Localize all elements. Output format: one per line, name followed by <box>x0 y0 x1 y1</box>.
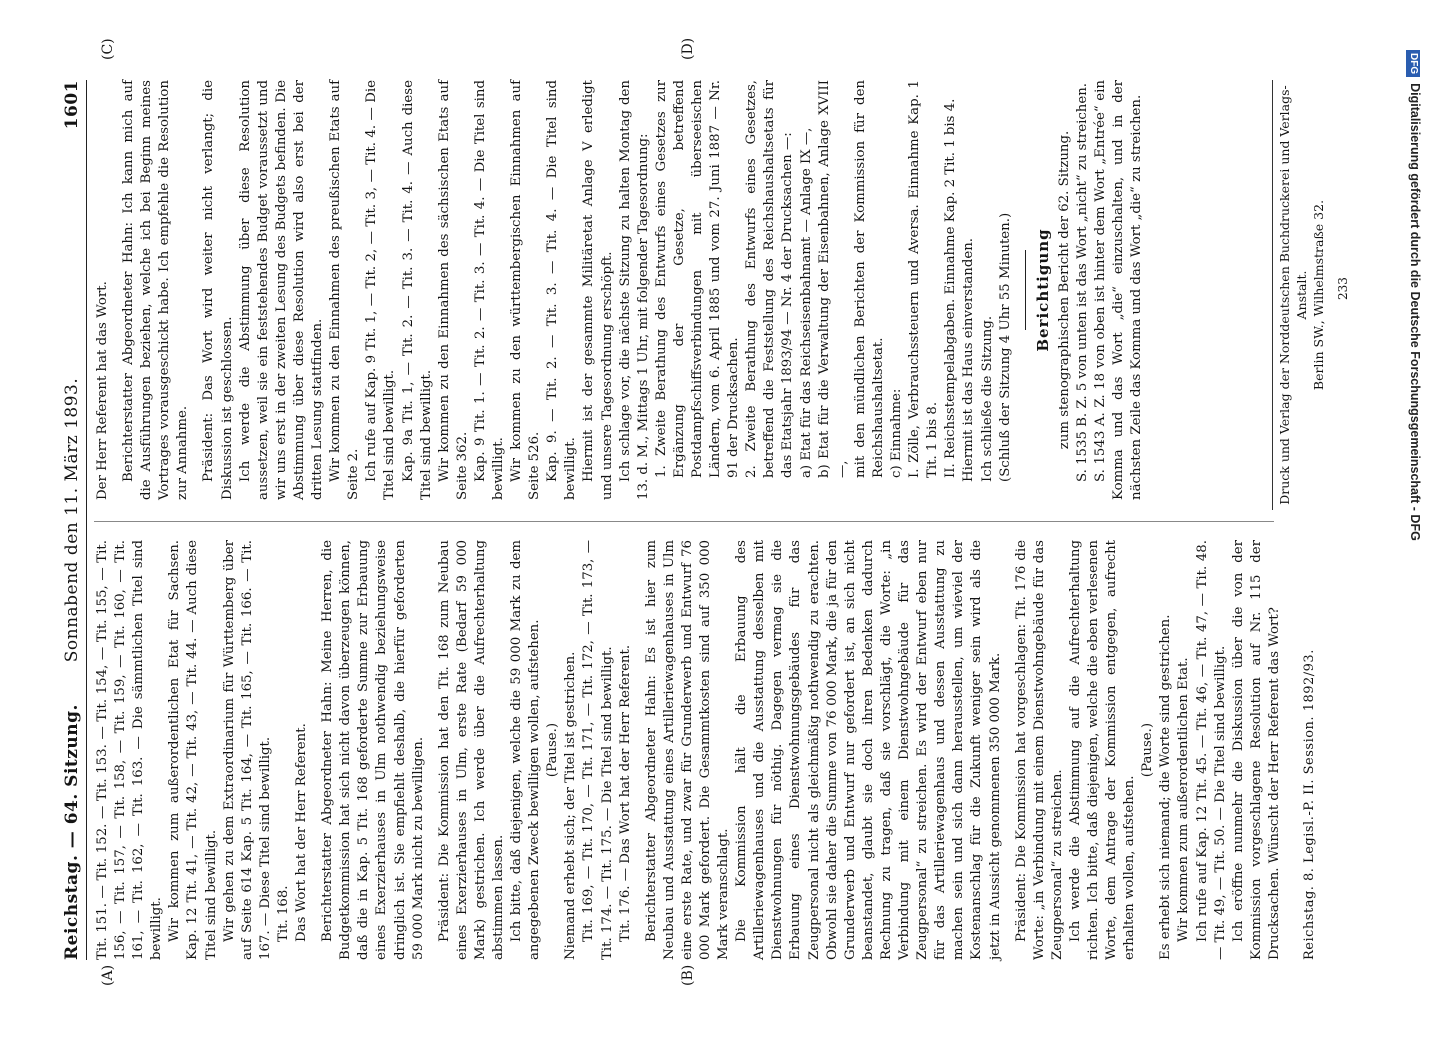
left-column-paragraph: Tit. 168. <box>275 885 291 942</box>
printer-line-2: Berlin SW., Wilhelmstraße 32. <box>1311 199 1326 391</box>
dfg-text: Digitalisierung gefördert durch die Deutsche Forschungsgemeinschaft - DFG <box>1408 83 1422 541</box>
separator <box>1025 250 1026 330</box>
rotated-page <box>40 0 1392 1000</box>
right-column-paragraph: Hiermit ist der gesammte Militäretat Anlage V erledigt und unsere Tagesordnung erschöpft. <box>581 80 615 500</box>
agenda-paragraph: 2. Zweite Berathung des Entwurfs eines Gesetzes, betreffend die Feststellung des Reichshaushaltsetats für das Etatsjahr 1893/94 — Nr. 4 der Drucksachen —: <box>744 80 796 478</box>
left-column-paragraph: Berichterstatter Abgeordneter Hahn: Meine Herren, die Budgetkommission hat sich nicht davon überzeugen können, daß die in Kap. 5 Tit. 168 geforderte Summe zur Erbauung eines Exerzierhauses in Ulm nothwendig beziehungsweise dringlich ist. Sie empfiehlt deshalb, die hierfür geforderten 59 000 Mark nicht zu bewilligen. <box>320 540 426 960</box>
right-column-paragraph: Wir kommen zu den württembergischen Einnahmen auf Seite 526. <box>509 80 543 500</box>
agenda-paragraph: b) Etat für die Verwaltung der Eisenbahnen, Anlage XVIII —, <box>816 80 850 478</box>
margin-mark-c: (C) <box>100 38 116 60</box>
header-date: Sonnabend den 11. März 1893. <box>62 377 82 663</box>
left-column-paragraph: Tit. 176. — Das Wort hat der Herr Referent. <box>617 644 633 942</box>
left-column-paragraph: Präsident: Die Kommission hat vorgeschlagen: Tit. 176 die Worte: „in Verbindung mit einem Dienstwohngebäude für das Zeugpersonal“ zu streichen. <box>1013 540 1065 960</box>
closing-text <box>960 80 1014 500</box>
right-column-paragraph: Wir kommen zu den Einnahmen des sächsischen Etats auf Seite 362. <box>436 80 470 500</box>
column-rule <box>94 521 1274 522</box>
left-column <box>94 540 1282 960</box>
margin-mark-d: (D) <box>680 37 696 60</box>
right-column-paragraph: Ich schlage vor, die nächste Sitzung zu halten Montag den 13. d. M., Mittags 1 Uhr, mit folgender Tagesordnung: <box>617 80 651 500</box>
left-column-paragraph: Ich bitte, daß diejenigen, welche die 59 000 Mark zu dem angegebenen Zweck bewilligen wollen, aufstehen. <box>509 540 543 960</box>
right-column-paragraph: Berichterstatter Abgeordneter Hahn: Ich kann mich auf die Ausführungen beziehen, welche ich bei Beginn meines Vortrages vorausgeschickt habe. Ich empfehle die Resolution zur Annahme. <box>121 80 191 500</box>
left-column-paragraph: Niemand erhebt sich; der Titel ist gestrichen. <box>563 651 579 960</box>
page-number: 1601 <box>62 80 82 130</box>
right-column-paragraph: Ich werde die Abstimmung über diese Resolution aussetzen, weil sie ein feststehendes Budget voraussetzt und wir uns erst in der zweiten Lesung des Budgets befinden. Die Abstimmung über diese Resolution wird also erst bei der dritten Lesung stattfinden. <box>237 80 326 500</box>
dfg-logo: DFG <box>1406 50 1420 77</box>
right-column-paragraph: Kap. 9. — Tit. 2. — Tit. 3. — Tit. 4. — Die Titel sind bewilligt. <box>545 80 579 500</box>
left-column-paragraph: Es erhebt sich niemand; die Worte sind gestrichen. <box>1158 614 1174 960</box>
correction-subheading: zum stenographischen Bericht der 62. Sitzung. <box>1056 130 1072 450</box>
left-column-paragraph: (Pause.) <box>1140 722 1156 778</box>
agenda-paragraph: a) Etat für das Reichseisenbahnamt — Anlage IX —, <box>798 127 814 478</box>
left-column-paragraph: Ich eröffne nunmehr die Diskussion über die von der Kommission vorgeschlagene Resolution auf Nr. 115 der Drucksachen. Wünscht der Herr Referent das Wort? <box>1230 540 1282 960</box>
left-column-paragraph: Ich werde die Abstimmung auf die Aufrechterhaltung richten. Ich bitte, daß diejenigen, welche die eben verlesenen Worte, dem Antrage der Kommission entgegen, aufrecht erhalten wollen, aufstehen. <box>1067 540 1138 960</box>
agenda-list <box>653 80 961 500</box>
header-left: Reichstag. — 64. Sitzung. <box>62 704 82 960</box>
left-column-paragraph: Tit. 151. — Tit. 152. — Tit. 153. — Tit. 154, — Tit. 155, — Tit. 156, — Tit. 157, — Tit. 158, — Tit. 159, — Tit. 160, — Tit. 161, — Tit. 162, — Tit. 163. — Die sämmtlichen Titel sind bewilligt. <box>95 540 165 960</box>
left-column-paragraph: Wir kommen zum außerordentlichen Etat. <box>1176 657 1192 942</box>
margin-mark-a: (A) <box>100 964 116 986</box>
left-column-paragraph: Wir kommen zum außerordentlichen Etat für Sachsen. Kap. 12 Tit. 41, — Tit. 42, — Tit. 43, — Tit. 44. — Auch diese Titel sind bewilligt. <box>167 540 219 960</box>
printer-line-1: Druck und Verlag der Norddeutschen Buchdruckerei und Verlags-Anstalt. <box>1277 85 1309 505</box>
agenda-paragraph: c) Einnahme: <box>889 388 905 478</box>
left-column-paragraph: (Pause.) <box>545 722 561 778</box>
left-column-paragraph: Wir gehen zu dem Extraordinarium für Württemberg über auf Seite 614 Kap. 5 Tit. 164, — Tit. 165, — Tit. 166. — Tit. 167. — Diese Titel sind bewilligt. <box>221 540 273 960</box>
right-column-text <box>94 80 653 500</box>
sheet-number: 233 <box>1336 277 1350 300</box>
closing-paragraph: Ich schließe die Sitzung. <box>979 315 995 482</box>
closing-paragraph: Hiermit ist das Haus einverstanden. <box>961 237 977 482</box>
left-column-paragraph: Ich rufe auf Kap. 12 Tit. 45. — Tit. 46, — Tit. 47, — Tit. 48. — Tit. 49, — Tit. 50. — Die Titel sind bewilligt. <box>1194 540 1228 960</box>
right-column <box>94 80 1274 500</box>
footer-session: Reichstag. 8. Legisl.-P. II. Session. 1892/93. <box>1302 649 1317 960</box>
left-column-paragraph: Präsident: Die Kommission hat den Tit. 168 zum Neubau eines Exerzierhauses in Ulm, erste Rate (Bedarf 59 000 Mark) gestrichen. Ich werde über die Aufrechterhaltung abstimmen lassen. <box>436 540 506 960</box>
closing-paragraph: (Schluß der Sitzung 4 Uhr 55 Minuten.) <box>997 212 1013 482</box>
dfg-strip <box>1398 0 1432 1000</box>
left-column-paragraph: Das Wort hat der Herr Referent. <box>294 723 310 942</box>
agenda-paragraph: 1. Zweite Berathung des Entwurfs eines Gesetzes zur Ergänzung der Gesetze, betreffend Postdampfschiffsverbindungen mit überseeischen Ländern, vom 6. April 1885 und vom 27. Juni 1887 — Nr. 91 der Drucksachen. <box>653 80 742 478</box>
page-header <box>46 80 87 960</box>
correction-items <box>1074 80 1146 500</box>
agenda-paragraph: I. Zölle, Verbrauchssteuern und Aversa. Einnahme Kap. 1 Tit. 1 bis 8. <box>907 80 941 478</box>
left-column-paragraph: Die Kommission hält die Erbauung des Artilleriewagenhauses und die Ausstattung desselben mit Dienstwohnungen für nöthig. Dagegen vermag sie die Erbauung eines Dienstwohnungsgebäudes für das Zeugpersonal nicht als gleichmäßig nothwendig zu erachten. Obwohl sie daher die Summe von 76 000 Mark, die ja für den Grunderwerb und Entwurf nur gefordert ist, an sich nicht beanstandet, glaubt sie doch ihren Bedenken dadurch Rechnung zu tragen, daß sie vorschlägt, die Worte: „in Verbindung mit einem Dienstwohngebäude für das Zeugpersonal“ zu streichen. Es wird der Entwurf eben nur für das Artilleriewagenhaus und dessen Ausstattung zu machen sein und sich dann herausstellen, um wieviel der Kostenanschlag für die Zukunft weniger sein wird als die jetzt in Aussicht genommenen 350 000 Mark. <box>734 540 1003 960</box>
right-column-paragraph: Wir kommen zu den Einnahmen des preußischen Etats auf Seite 2. <box>328 80 362 500</box>
right-column-paragraph: Der Herr Referent hat das Wort. <box>95 281 110 500</box>
right-column-paragraph: Ich rufe auf Kap. 9 Tit. 1, — Tit. 2, — Tit. 3, — Tit. 4. — Die Titel sind bewilligt. <box>364 80 398 500</box>
correction-heading: Berichtigung <box>1033 228 1052 352</box>
correction-paragraph: S. 1535 B. Z. 5 von unten ist das Wort „nicht“ zu streichen. <box>1074 83 1090 482</box>
left-column-paragraph: Berichterstatter Abgeordneter Hahn: Es ist hier zum Neubau und Ausstattung eines Artilleriewagenhauses in Ulm eine erste Rate, und zwar für Grunderwerb und Entwurf 76 000 Mark gefordert. Die Gesammtkosten sind auf 350 000 Mark veranschlagt. <box>643 540 732 960</box>
agenda-paragraph: mit den mündlichen Berichten der Kommission für den Reichshaushaltsetat. <box>852 80 886 478</box>
correction-paragraph: S. 1543 A. Z. 18 von oben ist hinter dem Wort „Entrée“ ein Komma und das Wort „die“ einzuschalten, und in der nächsten Zeile das Komma und das Wort „die“ zu streichen. <box>1092 80 1145 500</box>
agenda-paragraph: II. Reichsstempelabgaben. Einnahme Kap. 2 Tit. 1 bis 4. <box>943 98 959 478</box>
right-column-paragraph: Kap. 9a Tit. 1, — Tit. 2. — Tit. 3. — Tit. 4. — Auch diese Titel sind bewilligt. <box>400 80 434 500</box>
margin-mark-b: (B) <box>680 964 696 986</box>
right-column-paragraph: Präsident: Das Wort wird weiter nicht verlangt; die Diskussion ist geschlossen. <box>201 80 235 500</box>
right-column-paragraph: Kap. 9 Tit. 1. — Tit. 2. — Tit. 3. — Tit. 4. — Die Titel sind bewilligt. <box>472 80 506 500</box>
left-column-paragraph: Tit. 169, — Tit. 170, — Tit. 171, — Tit. 172, — Tit. 173, — Tit. 174. — Tit. 175. — Die Titel sind bewilligt. <box>581 540 615 960</box>
printer-imprint <box>1272 80 1327 510</box>
